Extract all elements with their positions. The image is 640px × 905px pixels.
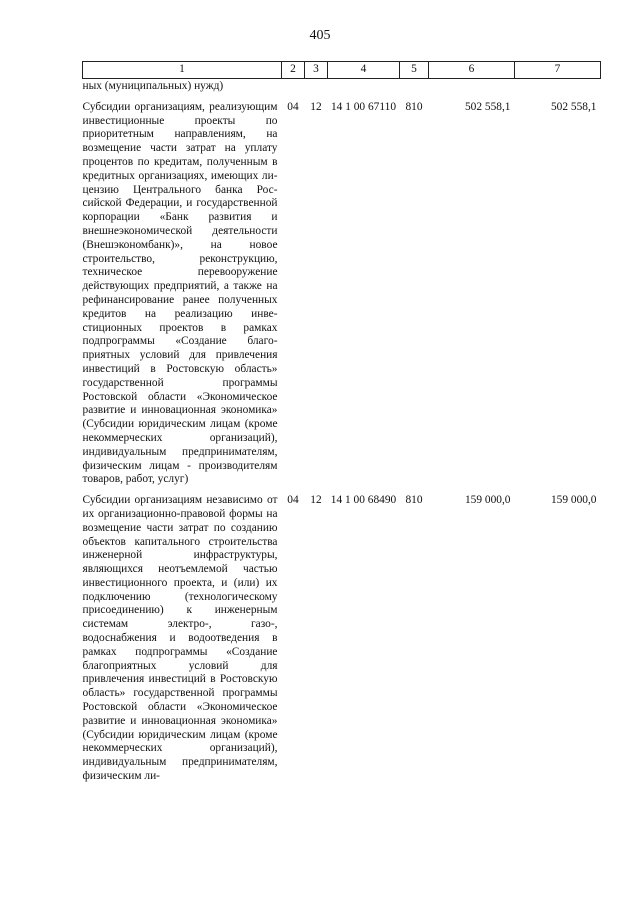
- row-description: Субсидии организациям, реализующим инвестиционные проекты по приоритетным направлениям, на возмещение части затрат на уплату процентов по кредитам, полученным в кредитных организациях, имеющих лицензию Центрального банка Российской Федерации, и государственной корпорации «Банк развития и внешнеэкономической деятельности (Внешэкономбанк)», на новое строительство, реконструкцию, техническое перевооружение действующих предприятий, а также на рефинансирование ранее полученных кредитов на реализацию инвестиционных проектов в рамках подпрограммы «Создание благоприятных условий для привлечения инвестиций в Ростовскую область» государственной программы Ростовской области «Экономическое развитие и инновационная экономика» (Субсидии юридическим лицам (кроме некоммерческих организаций), индивидуальным предпринимателям, физическим лицам - производителям товаров, работ, услуг): [82, 100, 278, 486]
- table-row-continuation: [83, 79, 601, 101]
- table-row: [83, 101, 601, 494]
- row-description: Субсидии организациям независимо от их организационно-правовой формы на возмещение части затрат по созданию объектов капитального строительства инженерной инфраструктуры, являющихся неотъемлемой частью инвестиционного проекта, и (или) их подключению (технологическому присоединению) к инженерным системам электро-, газо-, водоснабжения и водоотведения в рамках подпрограммы «Создание благоприятных условий для привлечения инвестиций в Ростовскую область» государственной программы Ростовской области «Экономическое развитие и инновационная экономика» (Субсидии юридическим лицам (кроме некоммерческих организаций), индивидуальным предпринимателям, физическим ли-: [82, 494, 278, 783]
- column-header-1: 1: [83, 62, 282, 79]
- column-header-6: 6: [429, 62, 515, 79]
- column-header-5: 5: [400, 62, 429, 79]
- row-amount-2: 502 558,1: [550, 100, 597, 113]
- row-subsection-code: 12: [310, 100, 322, 113]
- continuation-text: ных (муниципальных) нужд): [82, 80, 224, 92]
- row-target-article-code: 14 1 00 67110: [330, 100, 397, 113]
- column-header-7: 7: [515, 62, 601, 79]
- row-expense-type-code: 810: [405, 494, 423, 507]
- table-row: [83, 494, 601, 791]
- column-header-3: 3: [305, 62, 328, 79]
- column-header-4: 4: [328, 62, 400, 79]
- row-expense-type-code: 810: [405, 100, 423, 113]
- row-subsection-code: 12: [310, 494, 322, 507]
- column-header-2: 2: [282, 62, 305, 79]
- row-target-article-code: 14 1 00 68490: [330, 494, 397, 507]
- row-amount-1: 159 000,0: [464, 494, 511, 507]
- budget-table: [82, 61, 601, 791]
- row-section-code: 04: [287, 494, 299, 507]
- page-number: 405: [309, 28, 331, 43]
- row-section-code: 04: [287, 100, 299, 113]
- row-amount-1: 502 558,1: [464, 100, 511, 113]
- row-amount-2: 159 000,0: [550, 494, 597, 507]
- table-header-row: [83, 62, 601, 79]
